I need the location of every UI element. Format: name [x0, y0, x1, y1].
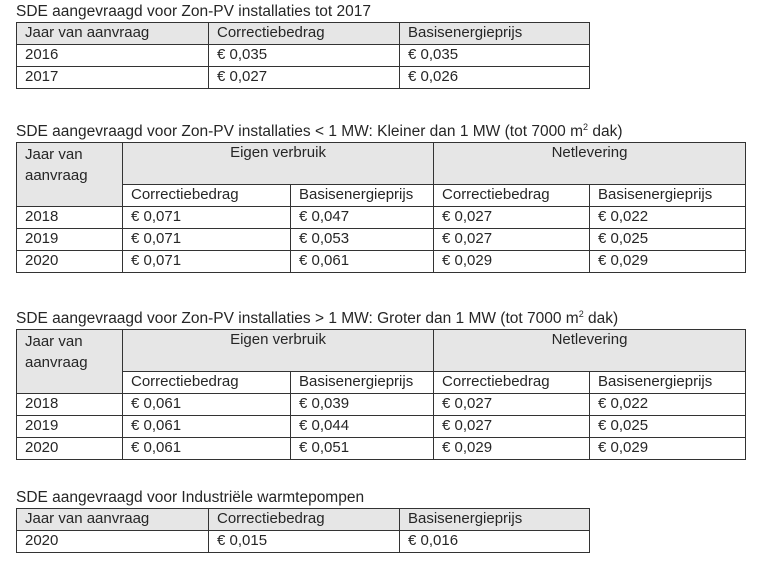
table-cell: € 0,022 [590, 394, 746, 416]
table-cell: € 0,061 [123, 394, 291, 416]
table-cell: 2017 [17, 67, 209, 89]
table-cell: € 0,027 [434, 394, 590, 416]
table-cell: 2018 [17, 394, 123, 416]
table-cell: € 0,029 [590, 438, 746, 460]
table-row [17, 45, 590, 67]
table-cell: € 0,039 [291, 394, 434, 416]
group-header-eigen-verbruik: Eigen verbruik [123, 330, 434, 372]
table-cell: € 0,015 [209, 531, 400, 553]
group-header-eigen-verbruik: Eigen verbruik [123, 143, 434, 185]
table-cell: 2019 [17, 229, 123, 251]
column-header: Correctiebedrag [123, 372, 291, 394]
table-cell: € 0,061 [123, 438, 291, 460]
table-cell: € 0,026 [400, 67, 590, 89]
table-cell: € 0,053 [291, 229, 434, 251]
table-row [17, 207, 746, 229]
table-cell: € 0,061 [291, 251, 434, 273]
table-cell: € 0,027 [209, 67, 400, 89]
table-cell: € 0,035 [209, 45, 400, 67]
section-zon-pv-groter-1mw [16, 304, 746, 460]
section-industriele-warmtepompen [16, 488, 590, 553]
table-cell: € 0,022 [590, 207, 746, 229]
column-header: Jaar van aanvraag [17, 23, 209, 45]
section-zon-pv-kleiner-1mw [16, 117, 746, 273]
table-zon-pv-groter-1mw [16, 329, 746, 460]
column-header: Basisenergieprijs [590, 185, 746, 207]
table-cell: € 0,029 [590, 251, 746, 273]
column-header: Correctiebedrag [209, 23, 400, 45]
table-cell: € 0,029 [434, 251, 590, 273]
table-cell: 2020 [17, 251, 123, 273]
table-cell: 2016 [17, 45, 209, 67]
table-cell: € 0,071 [123, 207, 291, 229]
table-industriele-warmtepompen [16, 508, 590, 553]
table-header-row [17, 330, 746, 372]
column-header: Correctiebedrag [434, 372, 590, 394]
table-header-row [17, 23, 590, 45]
column-header: Correctiebedrag [123, 185, 291, 207]
column-header-jaar: Jaar van aanvraag [17, 330, 123, 394]
caption-text: SDE aangevraagd voor Zon-PV installaties < 1 MW: Kleiner dan 1 MW (tot 7000 m [16, 123, 584, 140]
caption-superscript: 2 [583, 122, 589, 132]
table-row [17, 251, 746, 273]
group-header-netlevering: Netlevering [434, 330, 746, 372]
table-cell: € 0,035 [400, 45, 590, 67]
table-zon-pv-kleiner-1mw [16, 142, 746, 273]
table-caption [16, 304, 746, 329]
column-header: Basisenergieprijs [400, 23, 590, 45]
table-cell: € 0,025 [590, 229, 746, 251]
table-cell: € 0,047 [291, 207, 434, 229]
table-caption [16, 117, 746, 142]
caption-text: dak) [588, 123, 623, 140]
caption-text: SDE aangevraagd voor Zon-PV installaties > 1 MW: Groter dan 1 MW (tot 7000 m [16, 310, 579, 327]
table-cell: € 0,016 [400, 531, 590, 553]
table-cell: € 0,027 [434, 229, 590, 251]
column-header: Basisenergieprijs [291, 185, 434, 207]
table-cell: € 0,071 [123, 229, 291, 251]
table-cell: 2020 [17, 531, 209, 553]
column-header: Jaar van aanvraag [17, 509, 209, 531]
table-subheader-row [17, 372, 746, 394]
table-row [17, 67, 590, 89]
table-cell: € 0,027 [434, 416, 590, 438]
table-row [17, 438, 746, 460]
column-header: Correctiebedrag [209, 509, 400, 531]
group-header-netlevering: Netlevering [434, 143, 746, 185]
section-zon-pv-tot-2017 [16, 2, 590, 89]
table-cell: 2018 [17, 207, 123, 229]
column-header: Correctiebedrag [434, 185, 590, 207]
table-cell: 2020 [17, 438, 123, 460]
table-cell: 2019 [17, 416, 123, 438]
table-cell: € 0,025 [590, 416, 746, 438]
table-cell: € 0,044 [291, 416, 434, 438]
column-header: Basisenergieprijs [400, 509, 590, 531]
table-row [17, 394, 746, 416]
column-header-jaar: Jaar van aanvraag [17, 143, 123, 207]
caption-text: dak) [583, 310, 619, 327]
table-header-row [17, 509, 590, 531]
table-header-row [17, 143, 746, 185]
table-cell: € 0,071 [123, 251, 291, 273]
table-row [17, 229, 746, 251]
table-zon-pv-tot-2017 [16, 22, 590, 89]
table-caption: SDE aangevraagd voor Zon-PV installaties tot 2017 [16, 3, 371, 20]
table-subheader-row [17, 185, 746, 207]
table-row [17, 416, 746, 438]
caption-superscript: 2 [578, 309, 584, 319]
table-cell: € 0,051 [291, 438, 434, 460]
table-cell: € 0,027 [434, 207, 590, 229]
table-caption: SDE aangevraagd voor Industriële warmtepompen [16, 489, 365, 506]
table-row [17, 531, 590, 553]
table-cell: € 0,061 [123, 416, 291, 438]
column-header: Basisenergieprijs [590, 372, 746, 394]
column-header: Basisenergieprijs [291, 372, 434, 394]
table-cell: € 0,029 [434, 438, 590, 460]
